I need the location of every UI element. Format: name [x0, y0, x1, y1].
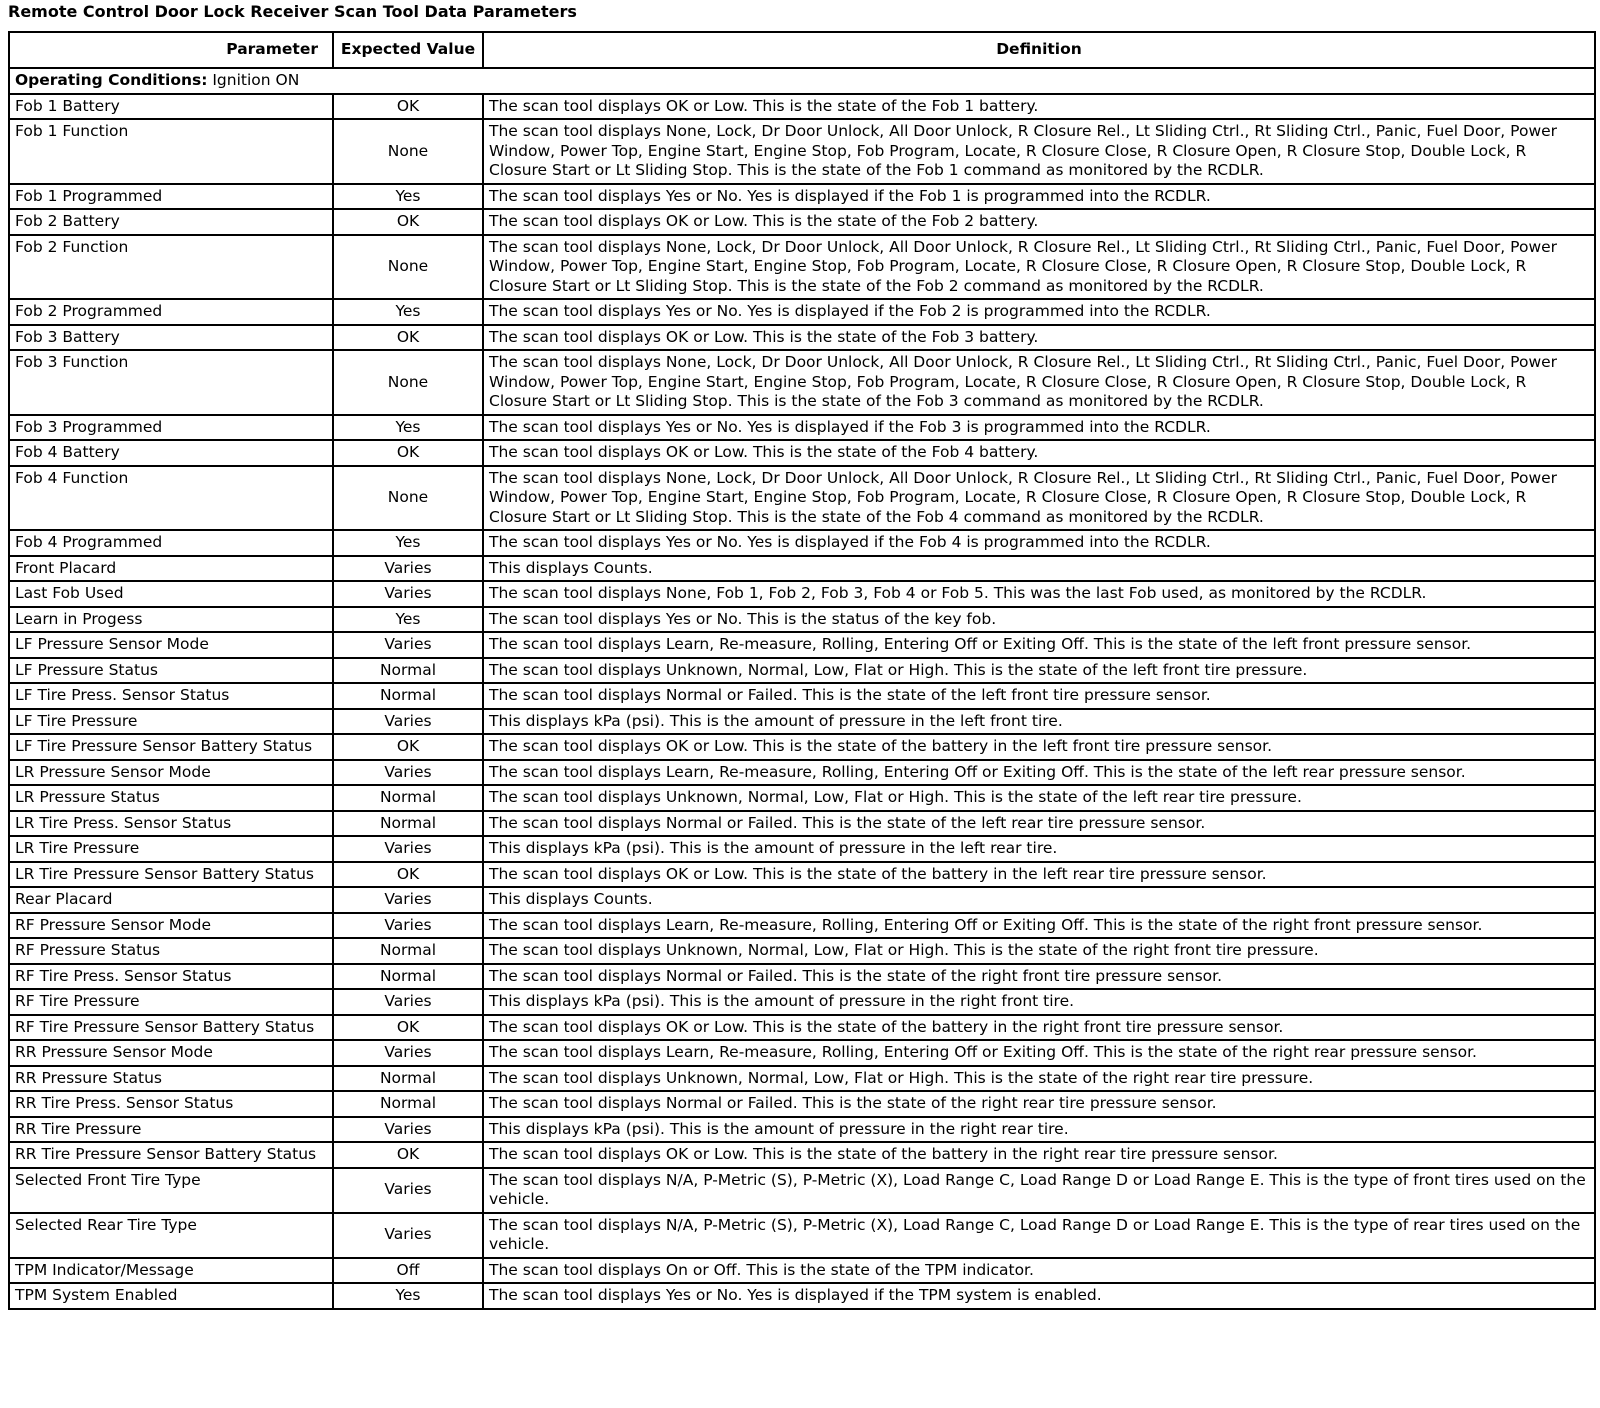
operating-conditions-cell: [9, 68, 1595, 94]
parameter-cell: Last Fob Used: [9, 581, 333, 607]
table-row: [9, 964, 1595, 990]
expected-value-cell: Yes: [333, 299, 483, 325]
definition-cell: The scan tool displays Learn, Re-measure, Rolling, Entering Off or Exiting Off. This is the state of the right rear pressure sensor.: [483, 1040, 1595, 1066]
expected-value-cell: Yes: [333, 184, 483, 210]
parameter-cell: LF Tire Pressure: [9, 709, 333, 735]
expected-value-cell: Yes: [333, 530, 483, 556]
parameter-cell: Selected Front Tire Type: [9, 1168, 333, 1213]
operating-conditions-value: Ignition ON: [207, 71, 300, 89]
expected-value-cell: Yes: [333, 415, 483, 441]
parameter-cell: RF Pressure Status: [9, 938, 333, 964]
expected-value-cell: Varies: [333, 632, 483, 658]
table-row: [9, 1213, 1595, 1258]
table-row: [9, 709, 1595, 735]
table-row: [9, 1142, 1595, 1168]
table-row: [9, 581, 1595, 607]
expected-value-cell: Normal: [333, 658, 483, 684]
table-row: [9, 1283, 1595, 1309]
expected-value-cell: Varies: [333, 1168, 483, 1213]
definition-cell: The scan tool displays OK or Low. This is the state of the battery in the right front tire pressure sensor.: [483, 1015, 1595, 1041]
parameter-cell: LR Tire Pressure Sensor Battery Status: [9, 862, 333, 888]
expected-value-cell: Varies: [333, 989, 483, 1015]
expected-value-cell: Normal: [333, 1091, 483, 1117]
table-row: [9, 209, 1595, 235]
table-row: [9, 836, 1595, 862]
table-row: [9, 862, 1595, 888]
definition-cell: The scan tool displays Yes or No. Yes is displayed if the Fob 4 is programmed into the RCDLR.: [483, 530, 1595, 556]
expected-value-cell: OK: [333, 94, 483, 120]
parameter-cell: LF Pressure Sensor Mode: [9, 632, 333, 658]
table-row: [9, 632, 1595, 658]
expected-value-cell: Varies: [333, 836, 483, 862]
table-row: [9, 1091, 1595, 1117]
table-row: [9, 913, 1595, 939]
expected-value-cell: OK: [333, 325, 483, 351]
parameter-cell: Selected Rear Tire Type: [9, 1213, 333, 1258]
parameter-cell: Fob 1 Programmed: [9, 184, 333, 210]
table-row: [9, 1066, 1595, 1092]
expected-value-cell: Varies: [333, 913, 483, 939]
parameter-cell: Fob 4 Programmed: [9, 530, 333, 556]
table-body: [9, 68, 1595, 1309]
definition-cell: This displays kPa (psi). This is the amount of pressure in the right rear tire.: [483, 1117, 1595, 1143]
operating-conditions-label: Operating Conditions:: [15, 71, 208, 89]
table-row: [9, 184, 1595, 210]
table-row: [9, 299, 1595, 325]
parameter-cell: Fob 3 Programmed: [9, 415, 333, 441]
page-title: Remote Control Door Lock Receiver Scan Tool Data Parameters: [8, 2, 577, 21]
expected-value-cell: Yes: [333, 607, 483, 633]
table-row: [9, 1168, 1595, 1213]
table-row: [9, 1258, 1595, 1284]
parameter-cell: LR Tire Pressure: [9, 836, 333, 862]
table-row: [9, 1040, 1595, 1066]
parameter-cell: Rear Placard: [9, 887, 333, 913]
definition-cell: This displays Counts.: [483, 556, 1595, 582]
definition-cell: The scan tool displays Yes or No. Yes is displayed if the TPM system is enabled.: [483, 1283, 1595, 1309]
expected-value-cell: Normal: [333, 683, 483, 709]
parameter-cell: Fob 3 Function: [9, 350, 333, 415]
definition-cell: The scan tool displays On or Off. This is the state of the TPM indicator.: [483, 1258, 1595, 1284]
table-row: [9, 235, 1595, 300]
parameter-cell: Learn in Progess: [9, 607, 333, 633]
expected-value-cell: None: [333, 119, 483, 184]
table-row: [9, 350, 1595, 415]
expected-value-cell: Varies: [333, 581, 483, 607]
table-row: [9, 556, 1595, 582]
definition-cell: The scan tool displays Yes or No. Yes is displayed if the Fob 2 is programmed into the RCDLR.: [483, 299, 1595, 325]
table-row: [9, 325, 1595, 351]
expected-value-cell: Normal: [333, 964, 483, 990]
table-row: [9, 887, 1595, 913]
table-row: [9, 1015, 1595, 1041]
table-row: [9, 466, 1595, 531]
parameter-cell: LF Tire Press. Sensor Status: [9, 683, 333, 709]
expected-value-cell: Off: [333, 1258, 483, 1284]
table-row: [9, 440, 1595, 466]
parameter-cell: LR Pressure Sensor Mode: [9, 760, 333, 786]
parameter-cell: Fob 4 Function: [9, 466, 333, 531]
table-row: [9, 683, 1595, 709]
definition-cell: The scan tool displays Learn, Re-measure, Rolling, Entering Off or Exiting Off. This is the state of the right front pressure sensor.: [483, 913, 1595, 939]
expected-value-cell: OK: [333, 440, 483, 466]
parameters-table: [8, 31, 1596, 1310]
definition-cell: This displays kPa (psi). This is the amount of pressure in the right front tire.: [483, 989, 1595, 1015]
definition-cell: The scan tool displays None, Lock, Dr Door Unlock, All Door Unlock, R Closure Rel., Lt Sliding Ctrl., Rt Sliding Ctrl., Panic, Fuel Door, Power Window, Power Top, Engine Start, Engine Stop, Fob Program, Locate, R Closure Close, R Closure Open, R Closure Stop, Double Lock, R Closure Start or Lt Sliding Stop. This is the state of the Fob 1 command as monitored by the RCDLR.: [483, 119, 1595, 184]
header-parameter: Parameter: [9, 32, 333, 68]
definition-cell: The scan tool displays Learn, Re-measure, Rolling, Entering Off or Exiting Off. This is the state of the left rear pressure sensor.: [483, 760, 1595, 786]
definition-cell: The scan tool displays Unknown, Normal, Low, Flat or High. This is the state of the left rear tire pressure.: [483, 785, 1595, 811]
definition-cell: The scan tool displays Yes or No. Yes is displayed if the Fob 3 is programmed into the RCDLR.: [483, 415, 1595, 441]
expected-value-cell: Normal: [333, 811, 483, 837]
definition-cell: This displays kPa (psi). This is the amount of pressure in the left front tire.: [483, 709, 1595, 735]
expected-value-cell: OK: [333, 862, 483, 888]
table-row: [9, 785, 1595, 811]
table-row: [9, 119, 1595, 184]
expected-value-cell: Varies: [333, 1213, 483, 1258]
definition-cell: The scan tool displays Yes or No. Yes is displayed if the Fob 1 is programmed into the RCDLR.: [483, 184, 1595, 210]
table-row: [9, 760, 1595, 786]
parameter-cell: LF Tire Pressure Sensor Battery Status: [9, 734, 333, 760]
table-row: [9, 658, 1595, 684]
table-header-row: [9, 32, 1595, 68]
definition-cell: The scan tool displays Normal or Failed. This is the state of the left front tire pressure sensor.: [483, 683, 1595, 709]
table-row: [9, 1117, 1595, 1143]
expected-value-cell: OK: [333, 734, 483, 760]
definition-cell: The scan tool displays None, Lock, Dr Door Unlock, All Door Unlock, R Closure Rel., Lt Sliding Ctrl., Rt Sliding Ctrl., Panic, Fuel Door, Power Window, Power Top, Engine Start, Engine Stop, Fob Program, Locate, R Closure Close, R Closure Open, R Closure Stop, Double Lock, R Closure Start or Lt Sliding Stop. This is the state of the Fob 3 command as monitored by the RCDLR.: [483, 350, 1595, 415]
expected-value-cell: Normal: [333, 938, 483, 964]
parameter-cell: RR Tire Pressure: [9, 1117, 333, 1143]
operating-conditions-row: [9, 68, 1595, 94]
parameter-cell: Front Placard: [9, 556, 333, 582]
definition-cell: This displays kPa (psi). This is the amount of pressure in the left rear tire.: [483, 836, 1595, 862]
parameter-cell: Fob 2 Battery: [9, 209, 333, 235]
expected-value-cell: Normal: [333, 785, 483, 811]
table-row: [9, 734, 1595, 760]
parameter-cell: RR Tire Pressure Sensor Battery Status: [9, 1142, 333, 1168]
definition-cell: The scan tool displays Normal or Failed. This is the state of the left rear tire pressure sensor.: [483, 811, 1595, 837]
expected-value-cell: Varies: [333, 556, 483, 582]
parameter-cell: RR Pressure Sensor Mode: [9, 1040, 333, 1066]
parameter-cell: TPM Indicator/Message: [9, 1258, 333, 1284]
expected-value-cell: Varies: [333, 1040, 483, 1066]
parameter-cell: RR Pressure Status: [9, 1066, 333, 1092]
expected-value-cell: OK: [333, 209, 483, 235]
parameter-cell: RF Tire Pressure Sensor Battery Status: [9, 1015, 333, 1041]
expected-value-cell: Varies: [333, 709, 483, 735]
definition-cell: The scan tool displays Yes or No. This is the status of the key fob.: [483, 607, 1595, 633]
parameter-cell: RR Tire Press. Sensor Status: [9, 1091, 333, 1117]
parameter-cell: Fob 1 Function: [9, 119, 333, 184]
definition-cell: The scan tool displays None, Lock, Dr Door Unlock, All Door Unlock, R Closure Rel., Lt Sliding Ctrl., Rt Sliding Ctrl., Panic, Fuel Door, Power Window, Power Top, Engine Start, Engine Stop, Fob Program, Locate, R Closure Close, R Closure Open, R Closure Stop, Double Lock, R Closure Start or Lt Sliding Stop. This is the state of the Fob 4 command as monitored by the RCDLR.: [483, 466, 1595, 531]
parameter-cell: RF Pressure Sensor Mode: [9, 913, 333, 939]
definition-cell: The scan tool displays OK or Low. This is the state of the battery in the left rear tire pressure sensor.: [483, 862, 1595, 888]
parameter-cell: LR Pressure Status: [9, 785, 333, 811]
expected-value-cell: Normal: [333, 1066, 483, 1092]
definition-cell: The scan tool displays OK or Low. This is the state of the Fob 3 battery.: [483, 325, 1595, 351]
parameter-cell: RF Tire Pressure: [9, 989, 333, 1015]
expected-value-cell: Varies: [333, 1117, 483, 1143]
table-row: [9, 938, 1595, 964]
parameter-cell: Fob 2 Programmed: [9, 299, 333, 325]
definition-cell: The scan tool displays Unknown, Normal, Low, Flat or High. This is the state of the left front tire pressure.: [483, 658, 1595, 684]
definition-cell: The scan tool displays Learn, Re-measure, Rolling, Entering Off or Exiting Off. This is the state of the left front pressure sensor.: [483, 632, 1595, 658]
definition-cell: This displays Counts.: [483, 887, 1595, 913]
definition-cell: The scan tool displays OK or Low. This is the state of the Fob 4 battery.: [483, 440, 1595, 466]
parameter-cell: Fob 2 Function: [9, 235, 333, 300]
expected-value-cell: None: [333, 350, 483, 415]
table-row: [9, 607, 1595, 633]
expected-value-cell: OK: [333, 1015, 483, 1041]
parameter-cell: Fob 1 Battery: [9, 94, 333, 120]
parameter-cell: RF Tire Press. Sensor Status: [9, 964, 333, 990]
parameter-cell: TPM System Enabled: [9, 1283, 333, 1309]
definition-cell: The scan tool displays OK or Low. This is the state of the Fob 2 battery.: [483, 209, 1595, 235]
expected-value-cell: None: [333, 235, 483, 300]
definition-cell: The scan tool displays None, Lock, Dr Door Unlock, All Door Unlock, R Closure Rel., Lt Sliding Ctrl., Rt Sliding Ctrl., Panic, Fuel Door, Power Window, Power Top, Engine Start, Engine Stop, Fob Program, Locate, R Closure Close, R Closure Open, R Closure Stop, Double Lock, R Closure Start or Lt Sliding Stop. This is the state of the Fob 2 command as monitored by the RCDLR.: [483, 235, 1595, 300]
table-row: [9, 811, 1595, 837]
header-definition: Definition: [483, 32, 1595, 68]
definition-cell: The scan tool displays OK or Low. This is the state of the Fob 1 battery.: [483, 94, 1595, 120]
header-expected-value: Expected Value: [333, 32, 483, 68]
table-row: [9, 94, 1595, 120]
definition-cell: The scan tool displays Unknown, Normal, Low, Flat or High. This is the state of the right rear tire pressure.: [483, 1066, 1595, 1092]
definition-cell: The scan tool displays Normal or Failed. This is the state of the right rear tire pressure sensor.: [483, 1091, 1595, 1117]
parameter-cell: LR Tire Press. Sensor Status: [9, 811, 333, 837]
expected-value-cell: Varies: [333, 760, 483, 786]
definition-cell: The scan tool displays OK or Low. This is the state of the battery in the right rear tire pressure sensor.: [483, 1142, 1595, 1168]
table-row: [9, 530, 1595, 556]
parameter-cell: Fob 3 Battery: [9, 325, 333, 351]
definition-cell: The scan tool displays N/A, P-Metric (S), P-Metric (X), Load Range C, Load Range D or Load Range E. This is the type of rear tires used on the vehicle.: [483, 1213, 1595, 1258]
expected-value-cell: Varies: [333, 887, 483, 913]
parameter-cell: Fob 4 Battery: [9, 440, 333, 466]
definition-cell: The scan tool displays N/A, P-Metric (S), P-Metric (X), Load Range C, Load Range D or Load Range E. This is the type of front tires used on the vehicle.: [483, 1168, 1595, 1213]
definition-cell: The scan tool displays OK or Low. This is the state of the battery in the left front tire pressure sensor.: [483, 734, 1595, 760]
definition-cell: The scan tool displays Unknown, Normal, Low, Flat or High. This is the state of the right front tire pressure.: [483, 938, 1595, 964]
definition-cell: The scan tool displays None, Fob 1, Fob 2, Fob 3, Fob 4 or Fob 5. This was the last Fob used, as monitored by the RCDLR.: [483, 581, 1595, 607]
definition-cell: The scan tool displays Normal or Failed. This is the state of the right front tire pressure sensor.: [483, 964, 1595, 990]
table-row: [9, 989, 1595, 1015]
expected-value-cell: None: [333, 466, 483, 531]
expected-value-cell: Yes: [333, 1283, 483, 1309]
parameter-cell: LF Pressure Status: [9, 658, 333, 684]
expected-value-cell: OK: [333, 1142, 483, 1168]
table-row: [9, 415, 1595, 441]
